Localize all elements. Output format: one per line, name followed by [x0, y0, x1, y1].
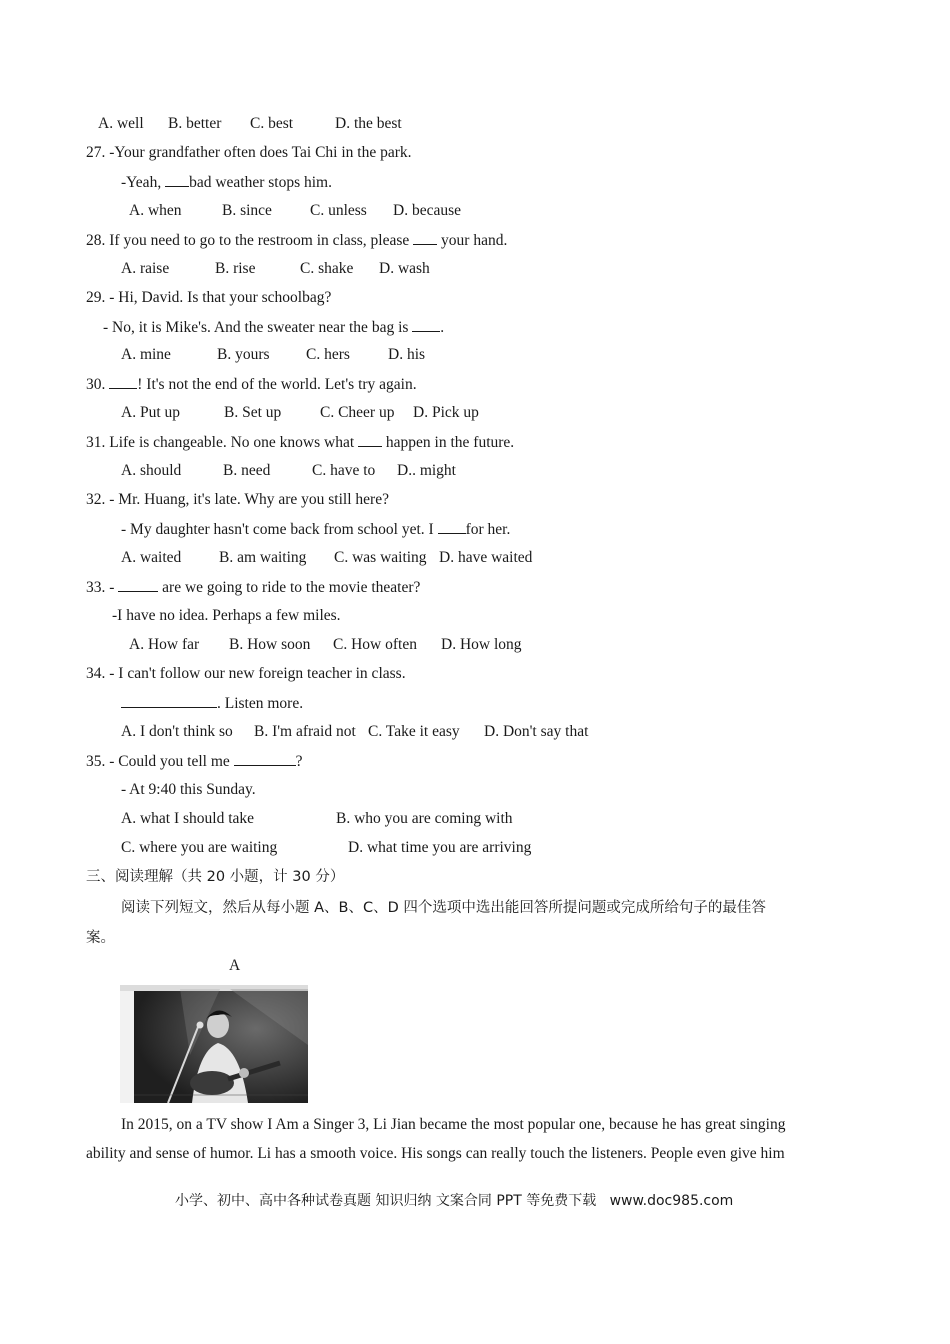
q35-option-d: D. what time you are arriving — [348, 839, 532, 856]
q33-question-start: 33. - — [86, 579, 119, 596]
q30-option-a: A. Put up — [121, 404, 180, 421]
q27-line2-start: -Yeah, — [121, 174, 166, 191]
q33-line2: -I have no idea. Perhaps a few miles. — [112, 607, 341, 624]
q32-option-b: B. am waiting — [219, 549, 307, 566]
q32-line2-start: - My daughter hasn't come back from school yet. I — [121, 521, 438, 538]
q35-option-b: B. who you are coming with — [336, 810, 513, 827]
singer-photo — [120, 985, 308, 1103]
q35-blank — [234, 751, 296, 766]
section-instruction-line1: 阅读下列短文，然后从每小题 A、B、C、D 四个选项中选出能回答所提问题或完成所给句子的最佳答 — [121, 900, 766, 916]
q28-question-start: 28. If you need to go to the restroom in class, please — [86, 232, 414, 249]
q30-option-c: C. Cheer up — [320, 404, 395, 421]
q29-question: 29. - Hi, David. Is that your schoolbag? — [86, 289, 332, 306]
q27-option-c: C. unless — [310, 202, 367, 219]
q29-option-b: B. yours — [217, 346, 270, 363]
q32-question: 32. - Mr. Huang, it's late. Why are you still here? — [86, 491, 389, 508]
q35-line2: - At 9:40 this Sunday. — [121, 781, 256, 798]
q35-question-end: ? — [295, 753, 303, 770]
passage-label: A — [229, 957, 241, 974]
q29-line2-start: - No, it is Mike's. And the sweater near the bag is — [103, 319, 413, 336]
q28-question-end: your hand. — [437, 232, 508, 249]
q26-option-b: B. better — [168, 115, 222, 132]
q33-question-end: are we going to ride to the movie theater? — [158, 579, 421, 596]
q34-option-c: C. Take it easy — [368, 723, 460, 740]
q27-line2 — [121, 172, 332, 193]
q27-question: 27. -Your grandfather often does Tai Chi in the park. — [86, 144, 412, 161]
q26-option-d: D. the best — [335, 115, 402, 132]
q30-question — [86, 374, 417, 395]
q33-option-b: B. How soon — [229, 636, 311, 653]
q27-blank — [165, 172, 189, 187]
q29-blank — [412, 317, 440, 332]
q27-option-d: D. because — [393, 202, 461, 219]
q33-option-a: A. How far — [129, 636, 200, 653]
q30-question-end: ! It's not the end of the world. Let's try again. — [137, 376, 417, 393]
q33-option-d: D. How long — [441, 636, 522, 653]
q29-option-c: C. hers — [306, 346, 350, 363]
q29-option-d: D. his — [388, 346, 426, 363]
q35-option-a: A. what I should take — [121, 810, 255, 827]
q34-option-b: B. I'm afraid not — [254, 723, 356, 740]
q28-question — [86, 230, 507, 251]
q31-option-d: D.. might — [397, 462, 456, 479]
section-heading: 三、阅读理解（共 20 小题，计 30 分） — [86, 869, 345, 885]
q34-option-a: A. I don't think so — [121, 723, 233, 740]
q29-line2 — [103, 317, 444, 338]
q32-blank — [438, 519, 466, 534]
q29-option-a: A. mine — [121, 346, 171, 363]
q33-question — [86, 577, 420, 598]
passage-line-2: ability and sense of humor. Li has a smooth voice. His songs can really touch the listeners. People even give him — [86, 1145, 785, 1162]
section-instruction-line2: 案。 — [86, 930, 115, 946]
q31-question-end: happen in the future. — [382, 434, 515, 451]
q31-option-a: A. should — [121, 462, 182, 479]
page-footer: 小学、初中、高中各种试卷真题 知识归纳 文案合同 PPT 等免费下载 www.doc985.com — [175, 1193, 734, 1209]
q32-option-d: D. have waited — [439, 549, 533, 566]
q31-question-start: 31. Life is changeable. No one knows what — [86, 434, 359, 451]
q32-option-a: A. waited — [121, 549, 182, 566]
q35-question — [86, 751, 303, 772]
q34-blank — [121, 693, 217, 708]
q27-option-b: B. since — [222, 202, 272, 219]
q32-line2 — [121, 519, 510, 540]
q26-option-c: C. best — [250, 115, 294, 132]
q28-option-d: D. wash — [379, 260, 430, 277]
q34-option-d: D. Don't say that — [484, 723, 589, 740]
q34-line2-end: . Listen more. — [217, 695, 304, 712]
q27-line2-end: bad weather stops him. — [189, 174, 332, 191]
q30-question-start: 30. — [86, 376, 110, 393]
passage-line-1: In 2015, on a TV show I Am a Singer 3, Li Jian became the most popular one, because he has great singing — [121, 1116, 786, 1133]
q30-option-b: B. Set up — [224, 404, 282, 421]
q31-option-b: B. need — [223, 462, 271, 479]
q30-option-d: D. Pick up — [413, 404, 479, 421]
q32-option-c: C. was waiting — [334, 549, 427, 566]
q26-option-a: A. well — [98, 115, 144, 132]
q31-option-c: C. have to — [312, 462, 376, 479]
q35-question-start: 35. - Could you tell me — [86, 753, 234, 770]
q28-option-c: C. shake — [300, 260, 354, 277]
q32-line2-end: for her. — [465, 521, 511, 538]
q31-blank — [358, 432, 382, 447]
q30-blank — [109, 374, 137, 389]
q28-option-a: A. raise — [121, 260, 170, 277]
q33-option-c: C. How often — [333, 636, 417, 653]
q34-question: 34. - I can't follow our new foreign teacher in class. — [86, 665, 406, 682]
q27-option-a: A. when — [129, 202, 182, 219]
q35-option-c: C. where you are waiting — [121, 839, 278, 856]
q31-question — [86, 432, 514, 453]
q28-blank — [413, 230, 437, 245]
q34-line2 — [121, 693, 303, 714]
q28-option-b: B. rise — [215, 260, 256, 277]
q33-blank — [118, 577, 158, 592]
q29-line2-end: . — [440, 319, 445, 336]
